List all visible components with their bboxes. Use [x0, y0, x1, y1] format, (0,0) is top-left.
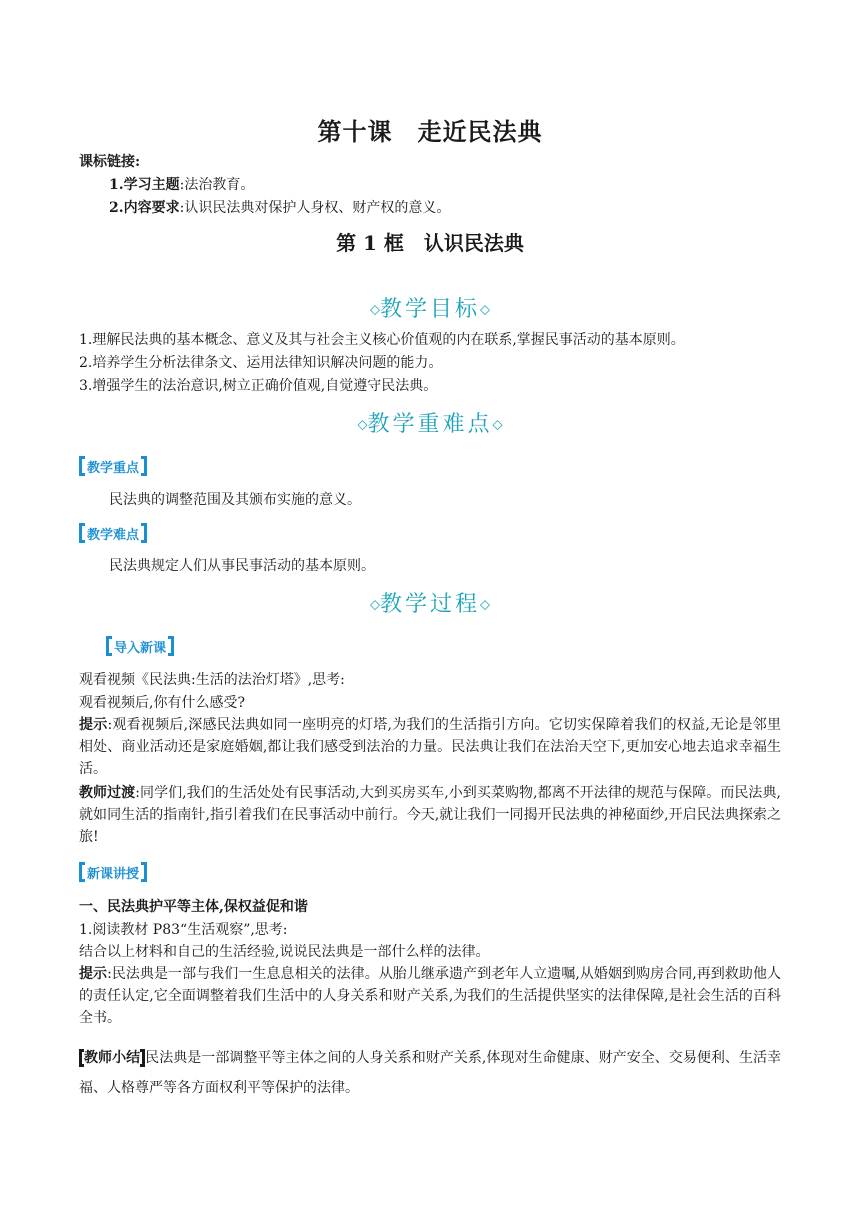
lesson-title: 第十课 走近民法典 — [317, 117, 543, 146]
diamond-icon: ◇ — [357, 417, 368, 433]
teacher-summary: 教师小结 民法典是一部调整平等主体之间的人身关系和财产关系,体现对生命健康、财产安全、交易便利、生活幸福、人格尊严等各方面权利平等保护的法律。 — [79, 1050, 781, 1096]
diamond-icon: ◇ — [480, 597, 490, 613]
frame-title: 第 1 框 认识民法典 — [336, 231, 524, 255]
curriculum-item-1: 1.学习主题:法治教育。 — [109, 177, 255, 193]
teacher-transition: 教师过渡:同学们,我们的生活处处有民事活动,大到买房买车,小到买菜购物,都离不开法律的规范与保障。而民法典,就如同生活的指南针,指引着我们在民事活动中前行。今天,就让我们一同揭开民法典的神秘面纱,开启民法典探索之旅! — [79, 785, 782, 845]
discussion-question: 结合以上材料和自己的生活经验,说说民法典是一部什么样的法律。 — [79, 944, 490, 960]
diamond-icon: ◇ — [480, 302, 490, 318]
curriculum-heading: 课标链接: — [79, 154, 141, 170]
focus-text: 民法典的调整范围及其颁布实施的意义。 — [109, 492, 361, 508]
difficulty-text: 民法典规定人们从事民事活动的基本原则。 — [109, 558, 375, 574]
diamond-icon: ◇ — [369, 597, 380, 613]
section-process: ◇教学过程◇ — [369, 592, 490, 617]
new-lesson-heading: 一、民法典护平等主体,保权益促和谐 — [79, 899, 308, 915]
diamond-icon: ◇ — [369, 302, 380, 318]
new-lesson-tag: 新课讲授 — [79, 862, 147, 882]
summary-tag: 教师小结 — [79, 1050, 145, 1066]
intro-tag: 导入新课 — [106, 636, 174, 656]
lesson-hint: 提示:民法典是一部与我们一生息息相关的法律。从胎儿继承遗产到老年人立遗嘱,从婚姻到购房合同,再到救助他人的责任认定,它全面调整着我们生活中的人身关系和财产关系,为我们的生活提供坚实的法律保障,是社会生活的百科全书。 — [79, 966, 781, 1026]
section-key-points: ◇教学重难点◇ — [357, 412, 503, 437]
reading-instruction: 1.阅读教材 P83“生活观察”,思考: — [79, 922, 288, 938]
objective-item: 2.培养学生分析法律条文、运用法律知识解决问题的能力。 — [79, 355, 443, 371]
diamond-icon: ◇ — [492, 417, 503, 433]
curriculum-item-2: 2.内容要求:认识民法典对保护人身权、财产权的意义。 — [109, 200, 451, 216]
intro-line-2: 观看视频后,你有什么感受? — [79, 695, 245, 711]
objective-item: 1.理解民法典的基本概念、意义及其与社会主义核心价值观的内在联系,掌握民事活动的基本原则。 — [79, 332, 685, 348]
objective-item: 3.增强学生的法治意识,树立正确价值观,自觉遵守民法典。 — [79, 378, 438, 394]
section-objectives: ◇教学目标◇ — [369, 297, 490, 322]
difficulty-tag: 教学难点 — [79, 523, 147, 543]
focus-tag: 教学重点 — [79, 456, 147, 476]
intro-hint: 提示:观看视频后,深感民法典如同一座明亮的灯塔,为我们的生活指引方向。它切实保障着我们的权益,无论是邻里相处、商业活动还是家庭婚姻,都让我们感受到法治的力量。民法典让我们在法治天空下,更加安心地去追求幸福生活。 — [79, 717, 781, 777]
intro-line-1: 观看视频《民法典:生活的法治灯塔》,思考: — [79, 672, 345, 688]
